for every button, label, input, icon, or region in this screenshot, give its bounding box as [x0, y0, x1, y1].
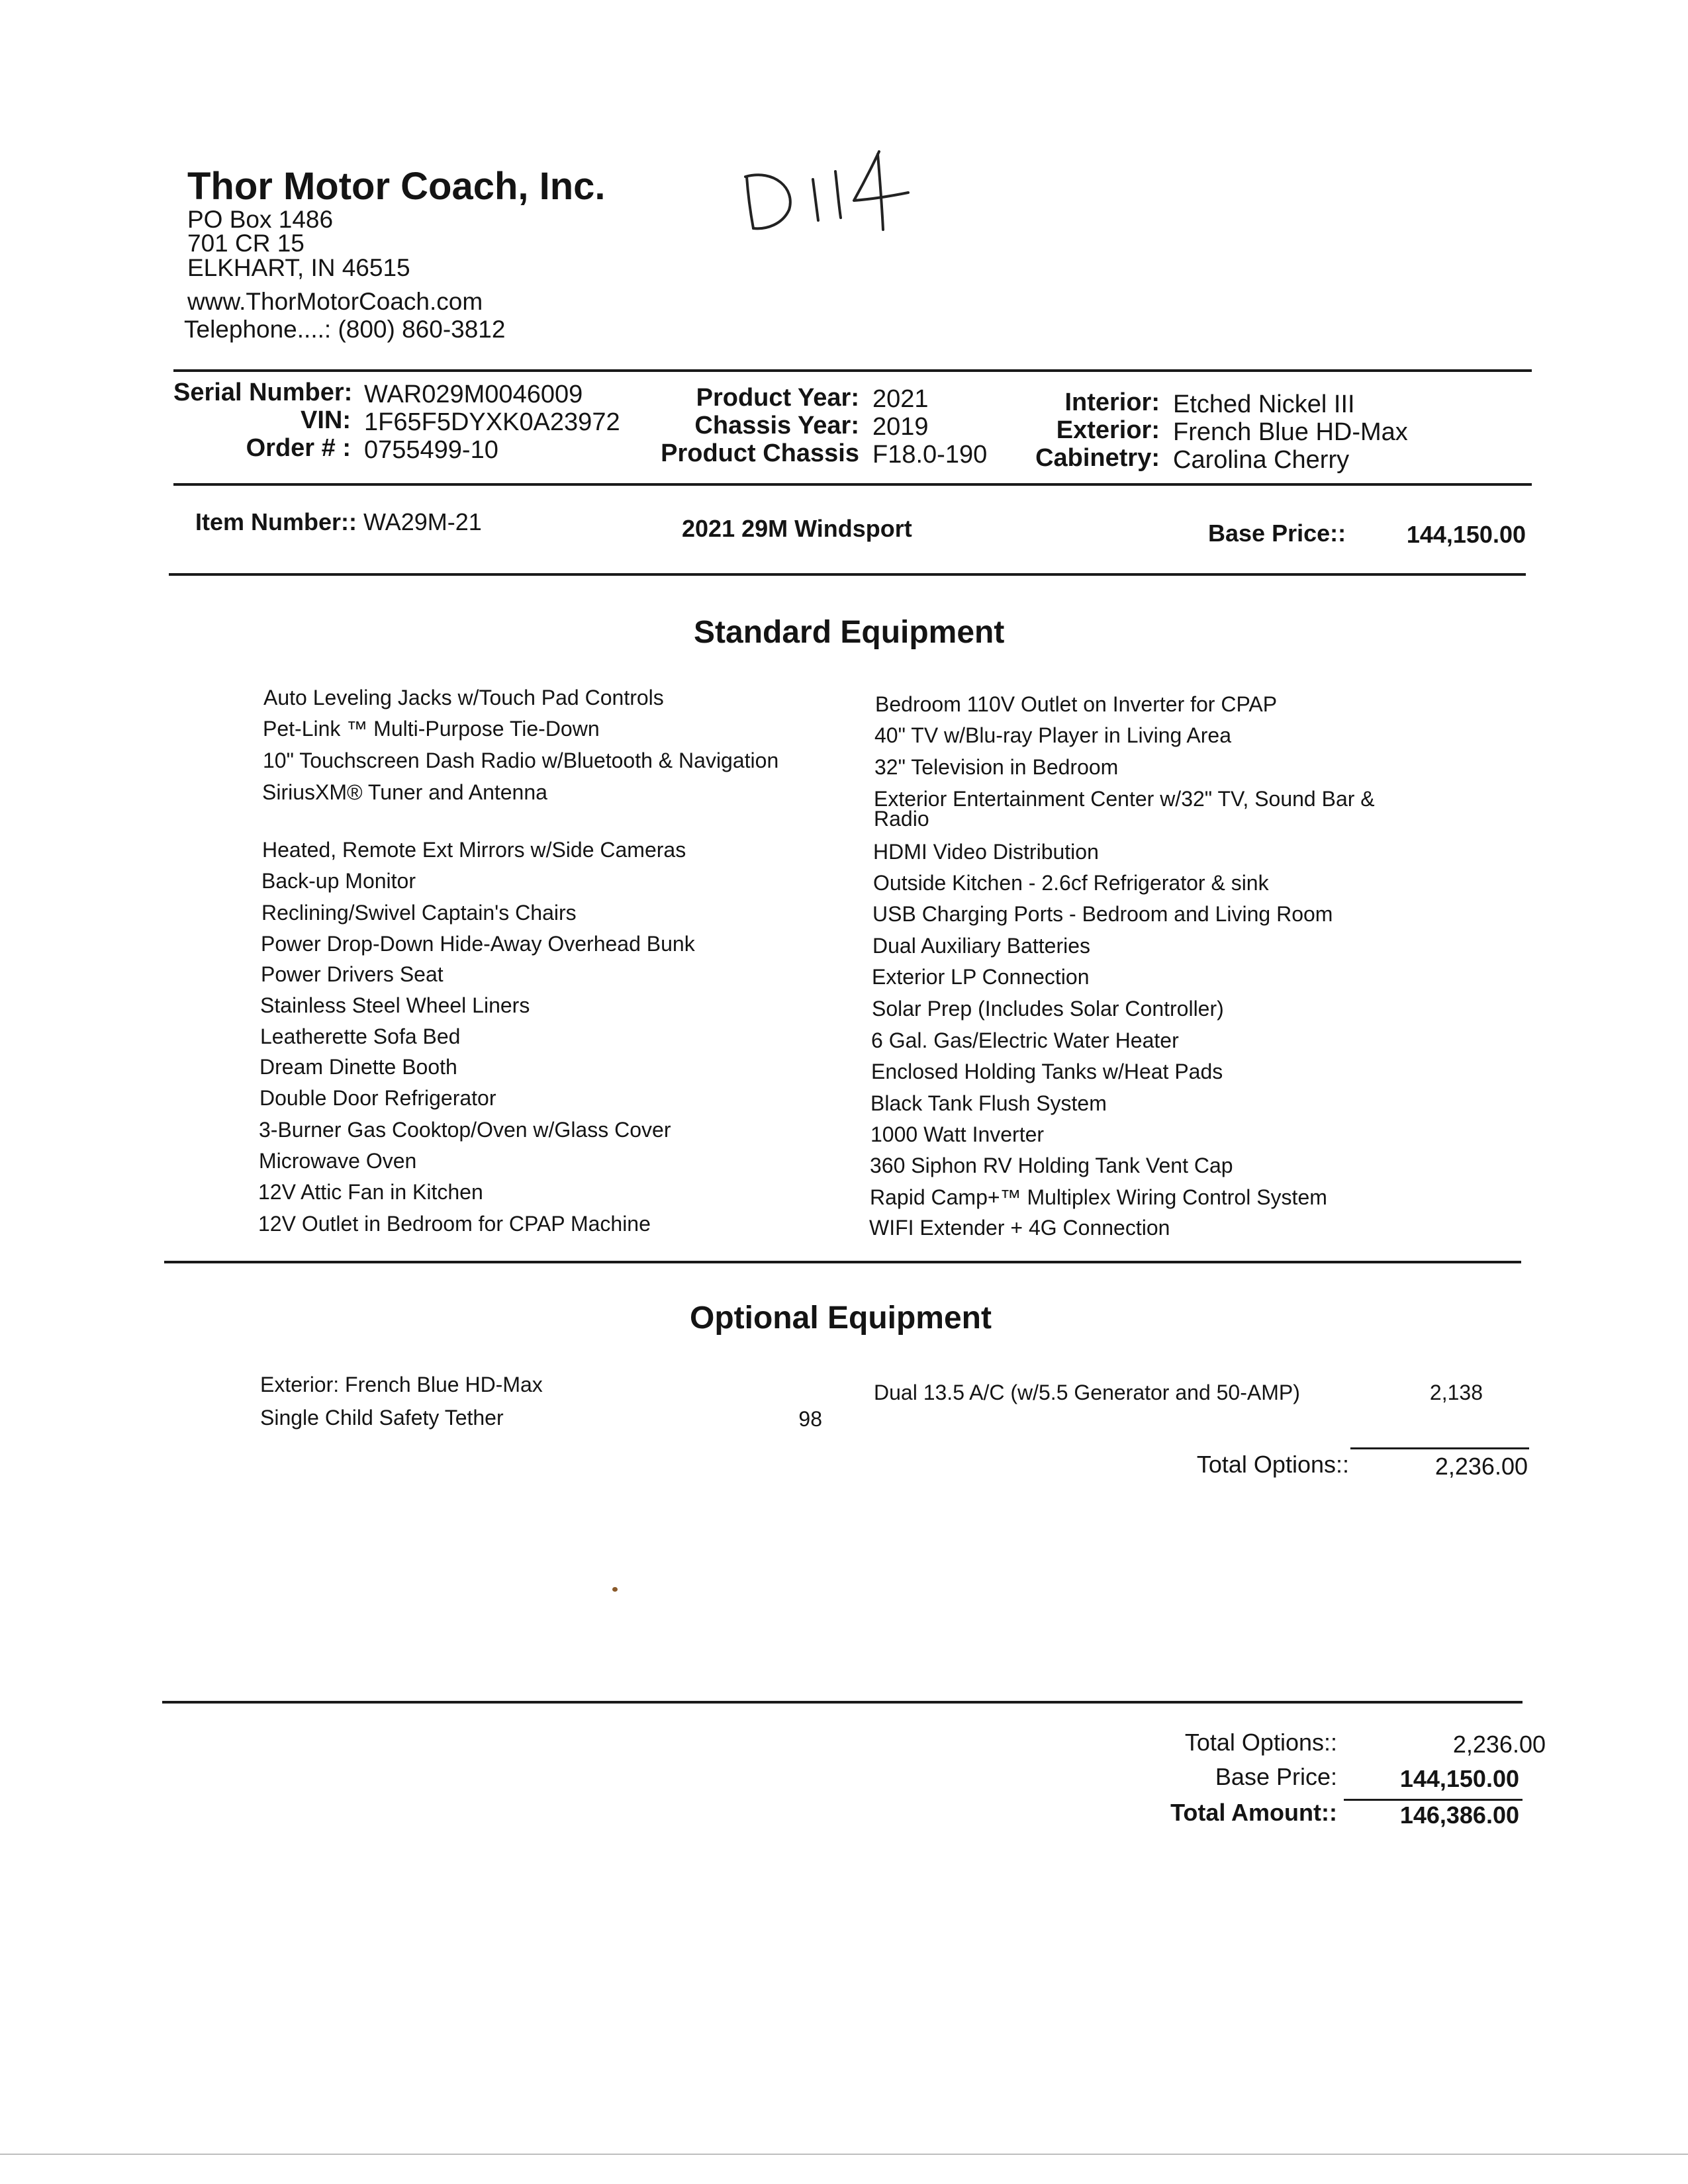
serial-value: WAR029M0046009 — [364, 381, 583, 408]
item-number — [195, 508, 482, 536]
divider — [169, 573, 1526, 576]
product-chassis-label: Product Chassis — [661, 439, 859, 467]
base-price-value: 144,150.00 — [1406, 521, 1526, 548]
standard-equipment-item: Reclining/Swivel Captain's Chairs — [261, 901, 577, 925]
standard-equipment-item: Bedroom 110V Outlet on Inverter for CPAP — [875, 692, 1278, 716]
divider — [173, 369, 1532, 372]
model-name: 2021 29M Windsport — [682, 515, 912, 542]
standard-equipment-item: Exterior Entertainment Center w/32" TV, Sound Bar & — [874, 787, 1375, 811]
standard-equipment-item: 3-Burner Gas Cooktop/Oven w/Glass Cover — [259, 1118, 671, 1142]
standard-equipment-item: Dream Dinette Booth — [259, 1055, 457, 1079]
standard-equipment-item: Leatherette Sofa Bed — [260, 1024, 461, 1048]
standard-equipment-item: HDMI Video Distribution — [873, 840, 1099, 864]
cabinetry-label: Cabinetry: — [1035, 444, 1160, 472]
item-number-value: WA29M-21 — [363, 508, 482, 535]
exterior-value: French Blue HD-Max — [1173, 418, 1408, 446]
standard-equipment-item: 12V Attic Fan in Kitchen — [258, 1180, 483, 1204]
optional-item: Dual 13.5 A/C (w/5.5 Generator and 50-AMP) — [874, 1381, 1300, 1404]
standard-equipment-item: Double Door Refrigerator — [259, 1086, 496, 1110]
standard-equipment-item: 6 Gal. Gas/Electric Water Heater — [871, 1028, 1179, 1052]
company-telephone: Telephone....: (800) 860-3812 — [184, 316, 506, 343]
standard-equipment-item: Outside Kitchen - 2.6cf Refrigerator & sink — [873, 871, 1269, 895]
summary-base-price-value: 144,150.00 — [1399, 1765, 1519, 1792]
company-website: www.ThorMotorCoach.com — [187, 288, 483, 315]
optional-item: Exterior: French Blue HD-Max — [260, 1373, 543, 1396]
vin-value: 1F65F5DYXK0A23972 — [364, 408, 620, 436]
standard-equipment-item: 40" TV w/Blu-ray Player in Living Area — [874, 723, 1232, 747]
serial-label: Serial Number: — [173, 379, 353, 406]
product-year-label: Product Year: — [696, 384, 859, 412]
standard-equipment-item: Radio — [874, 807, 929, 831]
chassis-year-value: 2019 — [872, 413, 929, 441]
standard-equipment-item: Dual Auxiliary Batteries — [872, 934, 1091, 958]
cabinetry-value: Carolina Cherry — [1173, 446, 1350, 474]
total-underline — [1350, 1447, 1529, 1449]
divider — [162, 1701, 1523, 1704]
standard-equipment-item: Solar Prep (Includes Solar Controller) — [872, 997, 1224, 1021]
optional-item-price: 2,138 — [1429, 1381, 1483, 1404]
product-year-value: 2021 — [872, 385, 929, 413]
scan-speck — [612, 1587, 618, 1592]
standard-equipment-item: Power Drop-Down Hide-Away Overhead Bunk — [261, 932, 695, 956]
optional-item: Single Child Safety Tether — [260, 1406, 504, 1430]
optional-item-price: 98 — [798, 1407, 822, 1431]
standard-equipment-item: Enclosed Holding Tanks w/Heat Pads — [871, 1060, 1223, 1083]
company-name: Thor Motor Coach, Inc. — [187, 165, 606, 208]
standard-equipment-item: Pet-Link ™ Multi-Purpose Tie-Down — [263, 717, 600, 741]
standard-equipment-item: Rapid Camp+™ Multiplex Wiring Control System — [870, 1185, 1327, 1209]
standard-equipment-item: Microwave Oven — [259, 1149, 417, 1173]
total-underline — [1344, 1799, 1523, 1801]
divider — [164, 1261, 1521, 1263]
standard-equipment-item: 32" Television in Bedroom — [874, 755, 1119, 779]
standard-equipment-item: Heated, Remote Ext Mirrors w/Side Cameras — [262, 838, 686, 862]
standard-equipment-item: Power Drivers Seat — [261, 962, 444, 986]
standard-equipment-item: USB Charging Ports - Bedroom and Living Room — [872, 902, 1333, 926]
standard-equipment-item: 10" Touchscreen Dash Radio w/Bluetooth & Navigation — [263, 749, 779, 772]
summary-total-amount-label: Total Amount:: — [1170, 1799, 1337, 1826]
item-number-label: Item Number:: — [195, 508, 357, 535]
divider — [173, 483, 1532, 486]
standard-equipment-item: Auto Leveling Jacks w/Touch Pad Controls — [263, 686, 664, 709]
summary-total-options-label: Total Options:: — [1184, 1729, 1337, 1756]
exterior-label: Exterior: — [1056, 416, 1160, 444]
order-label: Order # : — [246, 434, 351, 462]
vin-label: VIN: — [301, 406, 351, 434]
po-box: PO Box 1486 — [187, 206, 334, 233]
base-price-label: Base Price:: — [1208, 520, 1346, 547]
standard-equipment-title: Standard Equipment — [694, 615, 1005, 650]
standard-equipment-item: Back-up Monitor — [261, 869, 416, 893]
standard-equipment-item: Black Tank Flush System — [870, 1091, 1107, 1115]
product-chassis-value: F18.0-190 — [872, 441, 988, 469]
interior-label: Interior: — [1064, 388, 1160, 416]
standard-equipment-item: 1000 Watt Inverter — [870, 1122, 1045, 1146]
standard-equipment-item: WIFI Extender + 4G Connection — [869, 1216, 1170, 1240]
summary-total-amount-value: 146,386.00 — [1399, 1801, 1519, 1829]
order-value: 0755499-10 — [364, 436, 498, 464]
chassis-year-label: Chassis Year: — [694, 412, 859, 439]
scan-edge-line — [0, 2154, 1688, 2155]
handwritten-note — [741, 149, 914, 235]
city-state: ELKHART, IN 46515 — [187, 254, 410, 281]
standard-equipment-item: Exterior LP Connection — [872, 965, 1090, 989]
summary-total-options-value: 2,236.00 — [1452, 1731, 1546, 1758]
interior-value: Etched Nickel III — [1173, 390, 1355, 418]
standard-equipment-item: SiriusXM® Tuner and Antenna — [262, 780, 547, 804]
standard-equipment-item: 360 Siphon RV Holding Tank Vent Cap — [870, 1154, 1233, 1177]
summary-base-price-label: Base Price: — [1215, 1763, 1337, 1790]
total-options-label: Total Options:: — [1196, 1451, 1349, 1478]
standard-equipment-item: 12V Outlet in Bedroom for CPAP Machine — [258, 1212, 651, 1236]
standard-equipment-item: Stainless Steel Wheel Liners — [260, 993, 530, 1017]
optional-equipment-title: Optional Equipment — [690, 1300, 992, 1336]
street-address: 701 CR 15 — [187, 230, 305, 257]
total-options-value: 2,236.00 — [1434, 1453, 1528, 1480]
